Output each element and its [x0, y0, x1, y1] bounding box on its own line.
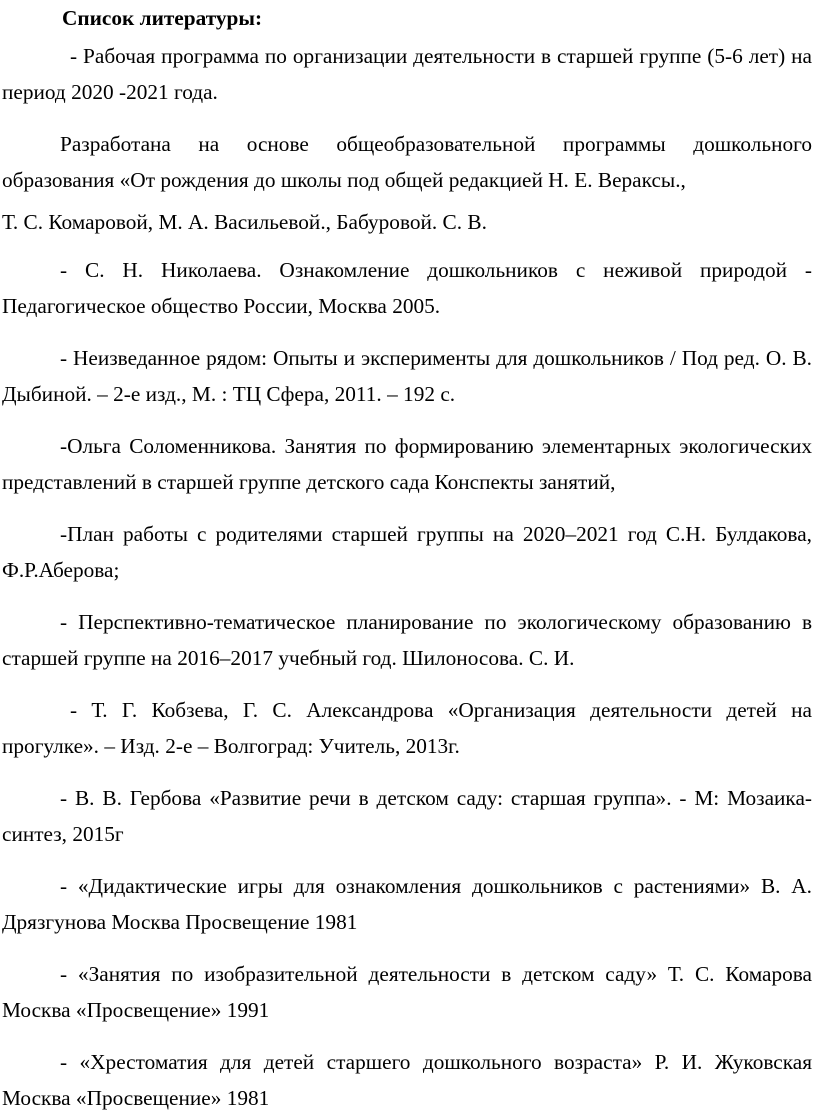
bibliography-entry: - «Дидактические игры для ознакомления дошкольников с растениями» В. А. Дрязгунова Москва Просвещение 1981: [2, 874, 812, 934]
bibliography-entry: - «Занятия по изобразительной деятельности в детском саду» Т. С. Комарова Москва «Просвещение» 1991: [2, 962, 812, 1022]
bibliography-entry: - С. Н. Николаева. Ознакомление дошкольников с неживой природой - Педагогическое общество России, Москва 2005.: [2, 258, 812, 318]
bibliography-entry: - «Хрестоматия для детей старшего дошкольного возраста» Р. И. Жуковская Москва «Просвещение» 1981: [2, 1050, 812, 1110]
bibliography-entry: Т. С. Комаровой, М. А. Васильевой., Бабуровой. С. В.: [2, 210, 487, 234]
bibliography-entry: Разработана на основе общеобразовательной программы дошкольного образования «От рождения до школы под общей редакцией Н. Е. Вераксы.,: [2, 132, 812, 192]
bibliography-entry: -План работы с родителями старшей группы на 2020–2021 год С.Н. Булдакова, Ф.Р.Аберова;: [2, 522, 812, 582]
bibliography-entry: - Неизведанное рядом: Опыты и эксперименты для дошкольников / Под ред. О. В. Дыбиной. – 2-е изд., М. : ТЦ Сфера, 2011. – 192 с.: [2, 346, 812, 406]
bibliography-entry: - В. В. Гербова «Развитие речи в детском саду: старшая группа». - М: Мозаика- синтез, 2015г: [2, 786, 812, 846]
bibliography-heading: Список литературы:: [62, 6, 263, 30]
bibliography-entry: -Ольга Соломенникова. Занятия по формированию элементарных экологических представлений в старшей группе детского сада Конспекты занятий,: [2, 434, 812, 494]
bibliography-entry: - Т. Г. Кобзева, Г. С. Александрова «Организация деятельности детей на прогулке». – Изд. 2-е – Волгоград: Учитель, 2013г.: [2, 698, 812, 758]
bibliography-entry: - Рабочая программа по организации деятельности в старшей группе (5-6 лет) на период 2020 -2021 года.: [2, 44, 812, 104]
bibliography-entry: - Перспективно-тематическое планирование по экологическому образованию в старшей группе на 2016–2017 учебный год. Шилоносова. С. И.: [2, 610, 812, 670]
